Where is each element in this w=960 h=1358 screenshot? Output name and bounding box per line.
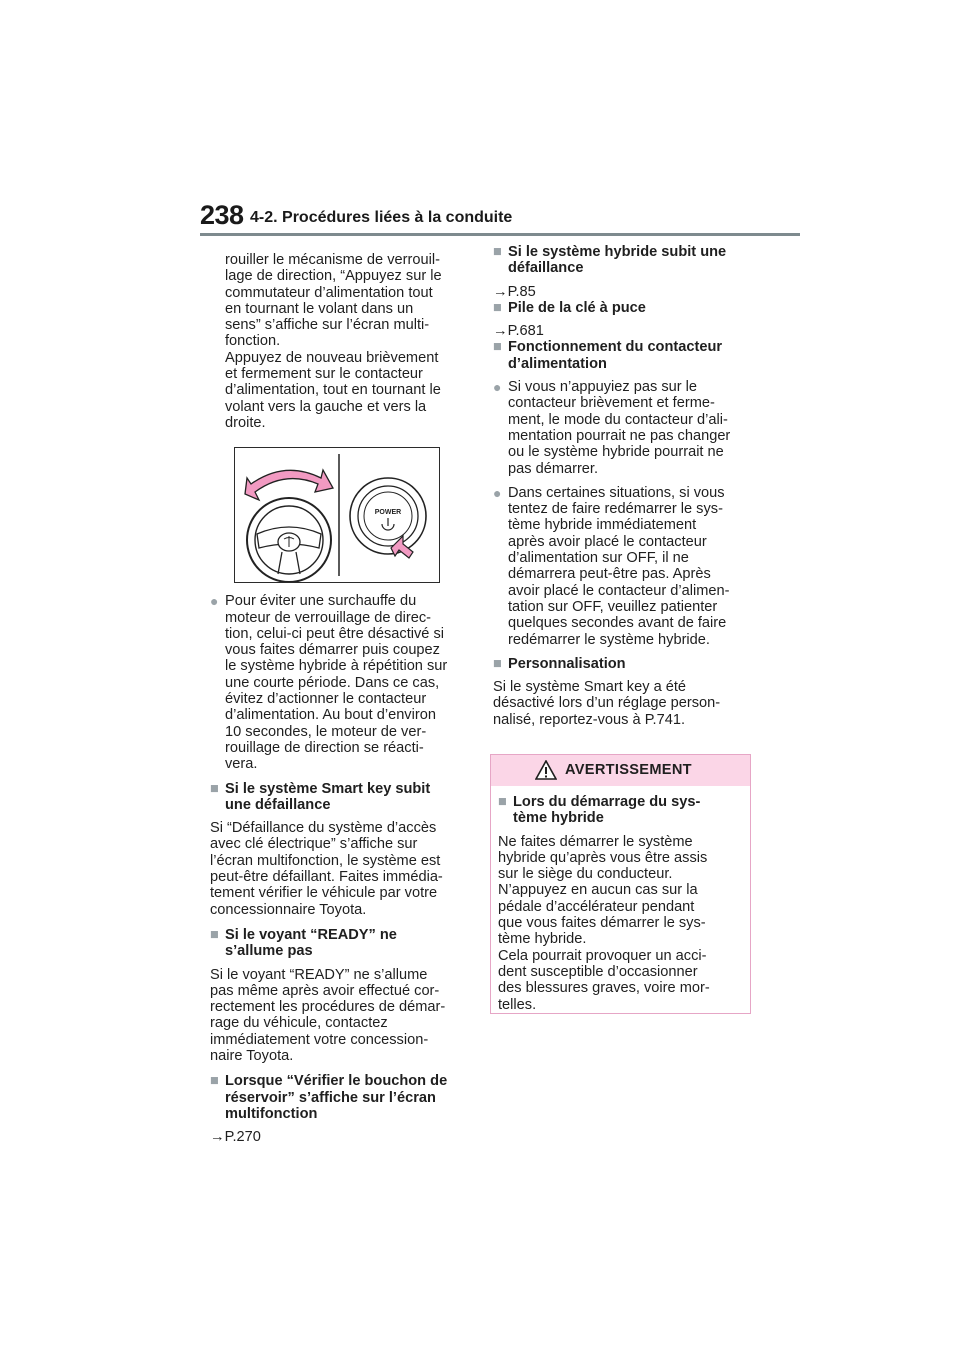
heading-line: Pile de la clé à puce xyxy=(508,299,646,316)
text-line: pas démarrer. xyxy=(508,460,599,477)
text-line: évitez d’actionner le contacteur xyxy=(225,691,427,708)
text-line: quelques secondes avant de faire xyxy=(508,615,727,632)
text-line: dent susceptible d’occasionner xyxy=(498,963,698,980)
bullet-item xyxy=(493,485,755,648)
body-paragraph xyxy=(210,967,470,1065)
intro-paragraph xyxy=(210,252,470,431)
text-line: pédale d’accélérateur pendant xyxy=(498,898,695,915)
text-line: sens” s’affiche sur l’écran multi- xyxy=(225,317,430,334)
text-line: volant vers la gauche et vers la xyxy=(225,398,427,415)
heading-line: réservoir” s’affiche sur l’écran xyxy=(225,1089,436,1106)
section-heading xyxy=(493,244,755,277)
text-line: immédiatement votre concession- xyxy=(210,1031,429,1048)
text-line: Si “Défaillance du système d’accès xyxy=(210,820,437,837)
heading-line: Si le système Smart key subit xyxy=(225,780,431,797)
bullet-dot-icon: ● xyxy=(493,379,502,396)
text-line: rage du véhicule, contactez xyxy=(210,1015,388,1032)
warning-title-bar xyxy=(491,755,750,786)
text-line: tation sur OFF, veuillez patienter xyxy=(508,598,718,615)
section-heading xyxy=(210,1073,470,1122)
left-column xyxy=(210,252,470,1145)
page-reference-link[interactable]: →P.681 xyxy=(493,323,544,340)
section-heading xyxy=(493,339,755,372)
text-line: tement vérifier le véhicule par votre xyxy=(210,885,438,902)
heading-line: défaillance xyxy=(508,260,584,277)
text-line: lage de direction, “Appuyez sur le xyxy=(225,268,442,285)
body-paragraph xyxy=(493,679,755,728)
text-line: Pour éviter une surchauffe du xyxy=(225,593,417,610)
section-title: 4-2. Procédures liées à la conduite xyxy=(250,209,513,226)
warning-title: AVERTISSEMENT xyxy=(565,762,692,778)
text-line: Appuyez de nouveau brièvement xyxy=(225,349,439,366)
heading-line: Fonctionnement du contacteur xyxy=(508,339,723,356)
text-line: Si le système Smart key a été xyxy=(493,679,687,696)
square-bullet-icon: ■ xyxy=(498,794,507,810)
text-line: tème hybride. xyxy=(498,931,587,948)
warning-triangle-icon xyxy=(535,760,557,780)
text-line: Cela pourrait provoquer un acci- xyxy=(498,947,707,964)
square-bullet-icon: ■ xyxy=(210,780,219,797)
square-bullet-icon: ■ xyxy=(210,1073,219,1090)
warning-box xyxy=(490,754,751,1014)
text-line: tentez de faire redémarrer le sys- xyxy=(508,501,723,518)
text-line: telles. xyxy=(498,996,537,1013)
warning-body xyxy=(491,786,750,1013)
heading-line: Lors du démarrage du sys- xyxy=(513,794,701,810)
heading-line: Personnalisation xyxy=(508,655,626,672)
text-line: avoir placé le contacteur d’alimen- xyxy=(508,582,730,599)
text-line: d’alimentation, tout en tournant le xyxy=(225,382,441,399)
bullet-item xyxy=(493,379,755,477)
bullet-dot-icon: ● xyxy=(493,484,502,501)
steering-power-illustration xyxy=(235,448,439,582)
square-bullet-icon: ■ xyxy=(210,926,219,943)
page-header xyxy=(200,200,800,240)
bullet-dot-icon: ● xyxy=(210,593,219,610)
text-line: rouillage de direction se réacti- xyxy=(225,739,424,756)
text-line: que vous faites démarrer le sys- xyxy=(498,915,706,932)
text-line: fonction. xyxy=(225,333,281,350)
steering-power-figure xyxy=(234,447,440,583)
text-line: droite. xyxy=(225,414,266,431)
text-line: démarrera peut-être pas. Après xyxy=(508,566,711,583)
text-line: ment, le mode du contacteur d’ali- xyxy=(508,411,728,428)
text-line: une courte période. Dans ce cas, xyxy=(225,674,440,691)
text-line: après avoir placé le contacteur xyxy=(508,533,707,550)
warning-heading xyxy=(498,794,742,827)
header-rule xyxy=(200,233,800,236)
text-line: commutateur d’alimentation tout xyxy=(225,284,433,301)
heading-line: Si le voyant “READY” ne xyxy=(225,926,397,943)
section-heading xyxy=(210,781,470,814)
text-line: Si vous n’appuyiez pas sur le xyxy=(508,379,698,396)
text-line: tème hybride immédiatement xyxy=(508,517,697,534)
section-heading xyxy=(493,656,755,672)
text-line: N’appuyez en aucun cas sur la xyxy=(498,882,698,899)
heading-line: multifonction xyxy=(225,1105,318,1122)
text-line: 10 secondes, le moteur de ver- xyxy=(225,723,427,740)
text-line: peut-être défaillant. Faites immédia- xyxy=(210,869,443,886)
text-line: pas même après avoir effectué cor- xyxy=(210,982,440,999)
text-line: concessionnaire Toyota. xyxy=(210,901,367,918)
page-reference-link[interactable]: →P.85 xyxy=(493,283,536,300)
text-line: avec clé électrique” s’affiche sur xyxy=(210,836,418,853)
text-line: tion, celui-ci peut être désactivé si xyxy=(225,625,445,642)
body-paragraph xyxy=(210,820,470,918)
heading-line: s’allume pas xyxy=(225,943,313,960)
bullet-item xyxy=(210,593,470,772)
text-line: vera. xyxy=(225,756,258,773)
text-line: des blessures graves, voire mor- xyxy=(498,980,710,997)
section-heading xyxy=(493,300,755,316)
text-line: désactivé lors d’un réglage person- xyxy=(493,695,721,712)
page-number: 238 xyxy=(200,200,244,230)
square-bullet-icon: ■ xyxy=(493,244,502,260)
power-label: POWER xyxy=(374,509,402,517)
text-line: Ne faites démarrer le système xyxy=(498,833,693,850)
page-reference-link[interactable]: →P.270 xyxy=(210,1129,261,1146)
text-line: le système hybride à répétition sur xyxy=(225,658,448,675)
text-line: hybride qu’après vous être assis xyxy=(498,849,708,866)
square-bullet-icon: ■ xyxy=(493,655,502,672)
section-heading xyxy=(210,927,470,960)
text-line: d’alimentation. Au bout d’environ xyxy=(225,707,436,724)
text-line: sur le siège du conducteur. xyxy=(498,866,673,883)
text-line: nalisé, reportez-vous à P.741. xyxy=(493,711,685,728)
power-button-icon xyxy=(350,478,426,554)
square-bullet-icon: ■ xyxy=(493,299,502,316)
text-line: contacteur brièvement et ferme- xyxy=(508,395,715,412)
heading-line: Si le système hybride subit une xyxy=(508,244,727,260)
text-line: d’alimentation sur OFF, il ne xyxy=(508,550,689,567)
text-line: l’écran multifonction, le système est xyxy=(210,852,441,869)
turn-arrow-icon xyxy=(245,470,333,500)
heading-line: d’alimentation xyxy=(508,355,607,372)
square-bullet-icon: ■ xyxy=(493,339,502,356)
text-line: naire Toyota. xyxy=(210,1047,294,1064)
right-column xyxy=(493,244,755,737)
text-line: Dans certaines situations, si vous xyxy=(508,484,725,501)
text-line: en tournant le volant dans un xyxy=(225,300,414,317)
text-line: redémarrer le système hybride. xyxy=(508,631,710,648)
text-line: et fermement sur le contacteur xyxy=(225,366,423,383)
text-line: Si le voyant “READY” ne s’allume xyxy=(210,966,428,983)
heading-line: une défaillance xyxy=(225,796,331,813)
text-line: mentation pourrait ne pas changer xyxy=(508,427,731,444)
text-line: rectement les procédures de démar- xyxy=(210,999,446,1016)
steering-wheel-icon xyxy=(247,498,331,582)
heading-line: tème hybride xyxy=(513,810,604,827)
text-line: vous faites démarrer puis coupez xyxy=(225,642,440,659)
text-line: moteur de verrouillage de direc- xyxy=(225,609,432,626)
heading-line: Lorsque “Vérifier le bouchon de xyxy=(225,1073,448,1090)
text-line: ou le système hybride pourrait ne xyxy=(508,444,724,461)
text-line: rouiller le mécanisme de verrouil- xyxy=(225,252,440,268)
